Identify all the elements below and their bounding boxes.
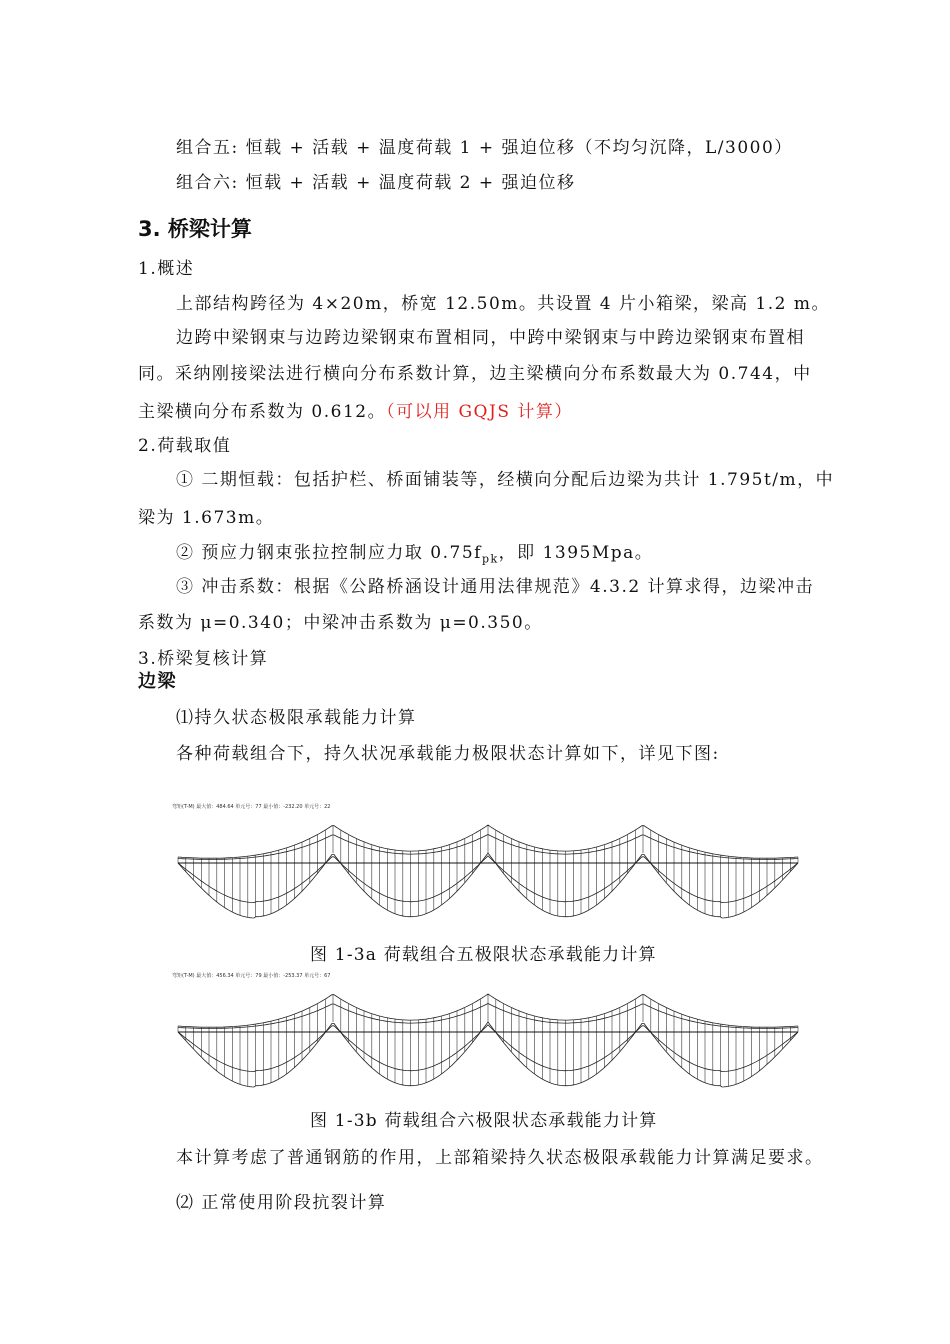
figure-b-header: 弯矩(T-M) 最大值：456.34 单元号：79 最小值：-253.37 单元号：67 <box>172 973 331 979</box>
loads-item3-line2: 系数为 μ=0.340；中梁冲击系数为 μ=0.350。 <box>138 613 543 633</box>
loads-item2-sub: pk <box>481 552 499 566</box>
check-item2: ⑵ 正常使用阶段抗裂计算 <box>176 1193 387 1213</box>
figure-b-caption: 图 1-3b 荷载组合六极限状态承载能力计算 <box>310 1111 658 1131</box>
loads-item3-line1: ③ 冲击系数：根据《公路桥涵设计通用法律规范》4.3.2 计算求得，边梁冲击 <box>176 577 815 597</box>
figure-a-caption: 图 1-3a 荷载组合五极限状态承载能力计算 <box>310 945 657 965</box>
loads-item2 <box>176 538 653 565</box>
figure-a-header: 弯矩(T-M) 最大值：484.64 单元号：77 最小值：-232.20 单元号：22 <box>172 804 331 810</box>
loads-item2-pre: ② 预应力钢束张拉控制应力取 0.75f <box>176 543 482 563</box>
check-item1: ⑴持久状态极限承载能力计算 <box>176 708 417 728</box>
overview-p1: 上部结构跨径为 4×20m，桥宽 12.50m。共设置 4 片小箱梁，梁高 1.2 m。 <box>176 294 830 314</box>
combo-six: 组合六: 恒载 + 活载 + 温度荷载 2 + 强迫位移 <box>176 173 576 193</box>
loads-heading: 2.荷载取值 <box>138 436 232 456</box>
figure-1-3a <box>172 803 804 923</box>
combo-five: 组合五: 恒载 + 活载 + 温度荷载 1 + 强迫位移（不均匀沉降，L/3000） <box>176 138 793 158</box>
edge-beam-heading: 边梁 <box>138 671 177 692</box>
overview-heading: 1.概述 <box>138 259 195 279</box>
moment-envelope-diagram-b <box>172 977 804 1092</box>
check-conclusion: 本计算考虑了普通钢筋的作用，上部箱梁持久状态极限承载能力计算满足要求。 <box>176 1148 824 1168</box>
overview-p2-line3 <box>138 397 573 422</box>
loads-item1-line1: ① 二期恒载：包括护栏、桥面铺装等，经横向分配后边梁为共计 1.795t/m，中 <box>176 470 835 490</box>
check-heading: 3.桥梁复核计算 <box>138 649 269 669</box>
loads-item1-line2: 梁为 1.673m。 <box>138 508 275 528</box>
gqjs-note: （可以用 GQJS 计算） <box>386 402 573 422</box>
overview-p2-text: 主梁横向分布系数为 0.612。 <box>138 402 387 422</box>
overview-p2-line1: 边跨中梁钢束与边跨边梁钢束布置相同，中跨中梁钢束与中跨边梁钢束布置相 <box>176 328 805 348</box>
check-item1-desc: 各种荷载组合下，持久状况承载能力极限状态计算如下，详见下图: <box>176 744 720 764</box>
section-title: 3. 桥梁计算 <box>138 217 252 241</box>
figure-1-3b <box>172 972 804 1092</box>
loads-item2-post: ，即 1395Mpa。 <box>498 543 654 563</box>
moment-envelope-diagram-a <box>172 808 804 923</box>
overview-p2-line2: 同。采纳刚接梁法进行横向分布系数计算，边主梁横向分布系数最大为 0.744，中 <box>138 364 812 384</box>
